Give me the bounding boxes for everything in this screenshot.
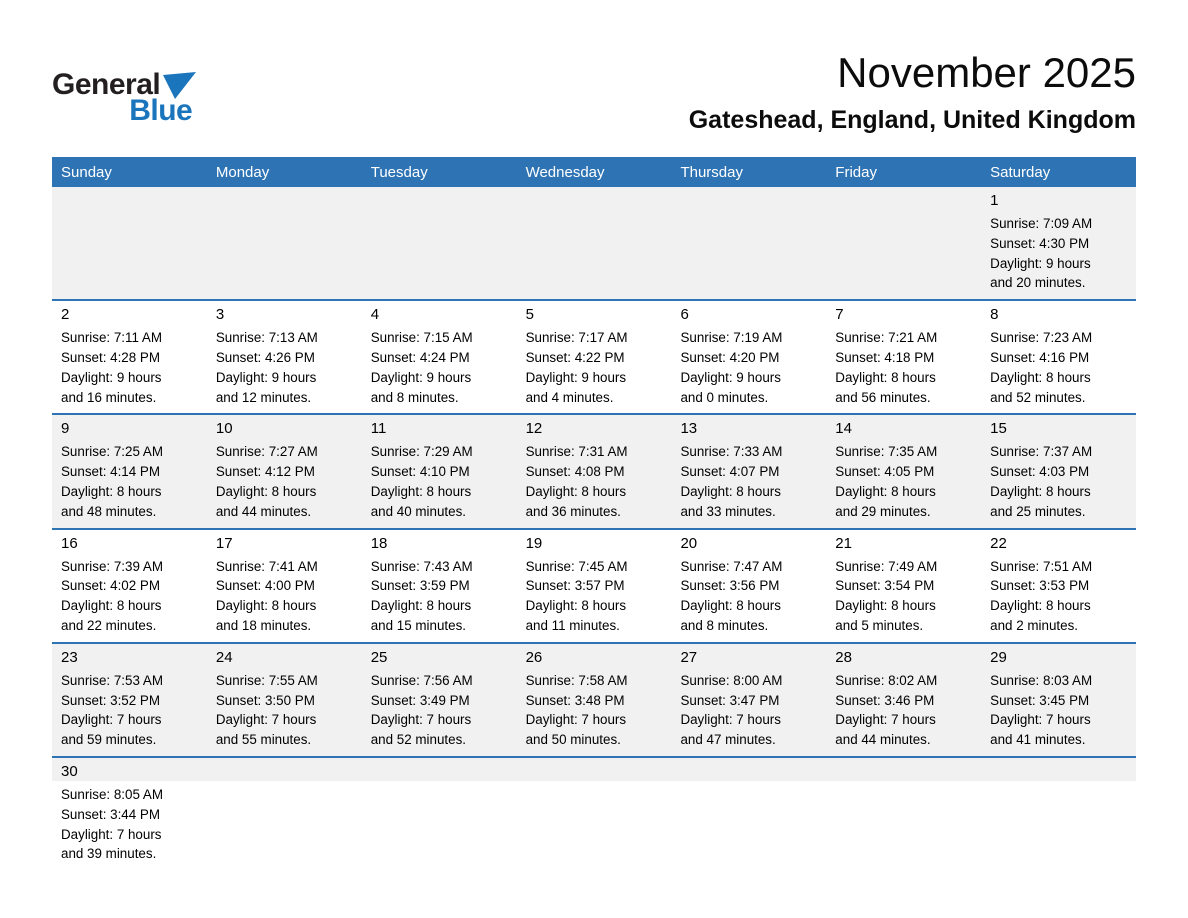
weekday-header-monday: Monday	[215, 163, 270, 181]
weekday-header-tuesday: Tuesday	[370, 163, 428, 181]
daylight-cont-text: and 50 minutes.	[525, 732, 621, 748]
empty-day-cell	[52, 187, 207, 299]
daylight-text: Daylight: 9 hours	[525, 369, 627, 385]
day-number: 19	[525, 534, 543, 552]
day-number: 11	[370, 420, 387, 438]
sunrise-text: Sunrise: 7:21 AM	[835, 330, 938, 346]
day-cell-17	[207, 530, 362, 642]
month-title: November 2025	[837, 49, 1136, 96]
day-cell-12	[517, 415, 672, 527]
day-cell-8	[981, 301, 1136, 413]
daylight-text: Daylight: 7 hours	[215, 712, 317, 728]
daylight-cont-text: and 59 minutes.	[61, 732, 157, 748]
weekday-header-saturday: Saturday	[990, 163, 1051, 181]
sunset-text: Sunset: 4:28 PM	[61, 349, 160, 365]
sunrise-text: Sunrise: 7:43 AM	[370, 558, 473, 574]
sunset-text: Sunset: 4:08 PM	[525, 464, 625, 480]
daylight-text: Daylight: 8 hours	[215, 483, 317, 499]
daylight-cont-text: and 8 minutes.	[680, 617, 769, 633]
day-cell-10	[207, 415, 362, 527]
sunset-text: Sunset: 4:30 PM	[990, 235, 1090, 251]
sunrise-text: Sunrise: 7:55 AM	[215, 672, 318, 688]
daylight-text: Daylight: 7 hours	[835, 712, 936, 728]
daylight-cont-text: and 44 minutes.	[835, 732, 931, 748]
daylight-text: Daylight: 8 hours	[990, 369, 1091, 385]
daylight-text: Daylight: 7 hours	[525, 712, 627, 728]
daylight-text: Daylight: 8 hours	[990, 598, 1091, 614]
daylight-cont-text: and 29 minutes.	[835, 503, 931, 519]
day-number: 30	[61, 762, 78, 780]
day-number: 2	[61, 306, 70, 324]
daylight-text: Daylight: 8 hours	[835, 483, 936, 499]
day-number: 13	[680, 420, 698, 438]
day-cell-6	[671, 301, 826, 413]
title-block	[688, 49, 1136, 135]
weekday-header-row	[52, 157, 1136, 187]
empty-day-cell	[826, 187, 981, 299]
day-cell-18	[362, 530, 517, 642]
daylight-cont-text: and 44 minutes.	[215, 503, 312, 519]
day-cell-13	[671, 415, 826, 527]
empty-day-cell	[826, 758, 981, 870]
sunrise-text: Sunrise: 7:37 AM	[990, 444, 1093, 460]
sunset-text: Sunset: 3:44 PM	[61, 806, 160, 822]
sunrise-text: Sunrise: 7:11 AM	[61, 330, 162, 346]
day-number: 20	[680, 534, 698, 552]
sunrise-text: Sunrise: 7:23 AM	[990, 330, 1093, 346]
day-number: 29	[990, 648, 1007, 666]
sunset-text: Sunset: 4:02 PM	[61, 578, 160, 594]
daylight-text: Daylight: 8 hours	[525, 483, 627, 499]
sunset-text: Sunset: 3:54 PM	[835, 578, 935, 594]
sunset-text: Sunset: 4:26 PM	[215, 349, 315, 365]
sunset-text: Sunset: 4:03 PM	[990, 464, 1090, 480]
sunrise-text: Sunrise: 7:49 AM	[835, 558, 938, 574]
sunset-text: Sunset: 4:18 PM	[835, 349, 935, 365]
sunset-text: Sunset: 4:07 PM	[680, 464, 780, 480]
weekday-header-wednesday: Wednesday	[525, 163, 605, 181]
daylight-cont-text: and 55 minutes.	[215, 732, 312, 748]
day-number: 8	[990, 306, 999, 324]
daylight-text: Daylight: 9 hours	[990, 255, 1091, 271]
day-cell-28	[826, 644, 981, 756]
daylight-cont-text: and 52 minutes.	[370, 732, 467, 748]
day-cell-9	[52, 415, 207, 527]
daylight-cont-text: and 8 minutes.	[370, 389, 459, 405]
daylight-cont-text: and 56 minutes.	[835, 389, 931, 405]
daylight-cont-text: and 18 minutes.	[215, 617, 312, 633]
day-cell-2	[52, 301, 207, 413]
day-cell-29	[981, 644, 1136, 756]
daylight-cont-text: and 0 minutes.	[680, 389, 769, 405]
sunrise-text: Sunrise: 7:25 AM	[61, 444, 163, 460]
empty-day-cell	[517, 758, 672, 870]
day-number: 26	[525, 648, 543, 666]
sunrise-text: Sunrise: 7:17 AM	[525, 330, 628, 346]
sunrise-text: Sunrise: 7:09 AM	[990, 216, 1093, 231]
sunrise-text: Sunrise: 7:45 AM	[525, 558, 628, 574]
day-cell-4	[362, 301, 517, 413]
sunrise-text: Sunrise: 7:56 AM	[370, 672, 473, 688]
daylight-cont-text: and 22 minutes.	[61, 617, 157, 633]
logo-text-general: General	[52, 68, 161, 101]
day-number: 9	[61, 420, 70, 438]
sunrise-text: Sunrise: 8:02 AM	[835, 672, 938, 688]
day-number: 25	[370, 648, 388, 666]
day-cell-1	[981, 187, 1136, 299]
daylight-text: Daylight: 7 hours	[680, 712, 781, 728]
daylight-text: Daylight: 8 hours	[680, 598, 781, 614]
daylight-text: Daylight: 8 hours	[680, 483, 781, 499]
day-number: 24	[215, 648, 233, 666]
day-number: 1	[990, 192, 999, 209]
sunset-text: Sunset: 3:46 PM	[835, 692, 935, 708]
daylight-cont-text: and 15 minutes.	[370, 617, 467, 633]
day-cell-24	[207, 644, 362, 756]
week-row-6	[52, 756, 1136, 870]
daylight-text: Daylight: 8 hours	[525, 598, 627, 614]
sunrise-text: Sunrise: 7:15 AM	[370, 330, 473, 346]
sunset-text: Sunset: 4:12 PM	[215, 464, 315, 480]
day-cell-30	[52, 758, 207, 870]
weekday-header-friday: Friday	[835, 163, 877, 181]
daylight-text: Daylight: 7 hours	[61, 712, 162, 728]
day-cell-27	[671, 644, 826, 756]
daylight-cont-text: and 12 minutes.	[215, 389, 312, 405]
sunset-text: Sunset: 3:57 PM	[525, 578, 625, 594]
sunrise-text: Sunrise: 7:31 AM	[525, 444, 628, 460]
empty-day-cell	[207, 758, 362, 870]
daylight-text: Daylight: 7 hours	[61, 826, 162, 842]
day-number: 18	[370, 534, 388, 552]
day-number: 28	[835, 648, 852, 666]
sunset-text: Sunset: 3:52 PM	[61, 692, 160, 708]
daylight-text: Daylight: 8 hours	[61, 483, 162, 499]
day-number: 14	[835, 420, 852, 438]
day-number: 27	[680, 648, 698, 666]
daylight-cont-text: and 39 minutes.	[61, 846, 157, 862]
day-number: 15	[990, 420, 1007, 438]
day-number: 10	[215, 420, 233, 438]
day-number: 16	[61, 534, 78, 552]
day-cell-19	[517, 530, 672, 642]
daylight-cont-text: and 40 minutes.	[370, 503, 467, 519]
calendar-table	[52, 157, 1136, 870]
daylight-cont-text: and 4 minutes.	[525, 389, 614, 405]
sunset-text: Sunset: 3:56 PM	[680, 578, 780, 594]
daylight-cont-text: and 5 minutes.	[835, 617, 924, 633]
sunrise-text: Sunrise: 8:03 AM	[990, 672, 1093, 688]
sunset-text: Sunset: 3:50 PM	[215, 692, 315, 708]
daylight-text: Daylight: 8 hours	[370, 598, 472, 614]
sunrise-text: Sunrise: 7:41 AM	[215, 558, 318, 574]
daylight-cont-text: and 52 minutes.	[990, 389, 1086, 405]
empty-day-cell	[671, 187, 826, 299]
day-number: 6	[680, 306, 689, 324]
sunset-text: Sunset: 3:45 PM	[990, 692, 1090, 708]
day-cell-22	[981, 530, 1136, 642]
daylight-cont-text: and 20 minutes.	[990, 275, 1086, 291]
sunrise-text: Sunrise: 7:27 AM	[215, 444, 318, 460]
day-number: 17	[215, 534, 233, 552]
day-cell-5	[517, 301, 672, 413]
daylight-text: Daylight: 8 hours	[215, 598, 317, 614]
empty-day-cell	[981, 758, 1136, 870]
sunset-text: Sunset: 3:53 PM	[990, 578, 1090, 594]
day-number: 22	[990, 534, 1007, 552]
logo-text-blue: Blue	[129, 94, 193, 127]
weekday-header-thursday: Thursday	[680, 163, 743, 181]
sunset-text: Sunset: 4:16 PM	[990, 349, 1090, 365]
day-cell-26	[517, 644, 672, 756]
sunset-text: Sunset: 4:14 PM	[61, 464, 160, 480]
daylight-cont-text: and 11 minutes.	[525, 617, 620, 633]
sunset-text: Sunset: 4:00 PM	[215, 578, 315, 594]
day-number: 4	[370, 306, 380, 324]
day-cell-14	[826, 415, 981, 527]
general-blue-logo	[52, 70, 196, 126]
day-number: 7	[835, 306, 844, 324]
daylight-cont-text: and 16 minutes.	[61, 389, 157, 405]
week-row-5	[52, 642, 1136, 756]
day-cell-16	[52, 530, 207, 642]
daylight-text: Daylight: 8 hours	[370, 483, 472, 499]
sunset-text: Sunset: 4:22 PM	[525, 349, 625, 365]
empty-day-cell	[517, 187, 672, 299]
week-row-1	[52, 187, 1136, 299]
day-cell-15	[981, 415, 1136, 527]
day-cell-7	[826, 301, 981, 413]
daylight-text: Daylight: 9 hours	[370, 369, 472, 385]
day-cell-20	[671, 530, 826, 642]
sunset-text: Sunset: 3:47 PM	[680, 692, 780, 708]
week-row-2	[52, 299, 1136, 413]
sunset-text: Sunset: 4:10 PM	[370, 464, 470, 480]
day-cell-11	[362, 415, 517, 527]
day-cell-21	[826, 530, 981, 642]
day-cell-3	[207, 301, 362, 413]
daylight-text: Daylight: 9 hours	[680, 369, 781, 385]
empty-day-cell	[207, 187, 362, 299]
sunrise-text: Sunrise: 7:13 AM	[215, 330, 318, 346]
daylight-cont-text: and 48 minutes.	[61, 503, 157, 519]
sunset-text: Sunset: 3:48 PM	[525, 692, 625, 708]
daylight-text: Daylight: 8 hours	[61, 598, 162, 614]
empty-day-cell	[362, 187, 517, 299]
daylight-text: Daylight: 7 hours	[370, 712, 472, 728]
daylight-cont-text: and 33 minutes.	[680, 503, 776, 519]
sunrise-text: Sunrise: 8:05 AM	[61, 786, 163, 802]
day-number: 12	[525, 420, 543, 438]
daylight-cont-text: and 2 minutes.	[990, 617, 1078, 633]
daylight-text: Daylight: 8 hours	[990, 483, 1091, 499]
daylight-text: Daylight: 8 hours	[835, 598, 936, 614]
daylight-text: Daylight: 9 hours	[61, 369, 162, 385]
daylight-text: Daylight: 8 hours	[835, 369, 936, 385]
sunrise-text: Sunrise: 7:35 AM	[835, 444, 938, 460]
daylight-cont-text: and 41 minutes.	[990, 732, 1086, 748]
day-number: 3	[215, 306, 225, 324]
page-header	[52, 0, 1136, 135]
empty-day-cell	[362, 758, 517, 870]
week-row-4	[52, 528, 1136, 642]
sunrise-text: Sunrise: 7:51 AM	[990, 558, 1093, 574]
sunset-text: Sunset: 3:59 PM	[370, 578, 470, 594]
daylight-cont-text: and 36 minutes.	[525, 503, 621, 519]
day-cell-25	[362, 644, 517, 756]
sunrise-text: Sunrise: 7:19 AM	[680, 330, 783, 346]
daylight-cont-text: and 47 minutes.	[680, 732, 776, 748]
sunset-text: Sunset: 4:20 PM	[680, 349, 780, 365]
empty-day-cell	[671, 758, 826, 870]
sunrise-text: Sunrise: 7:53 AM	[61, 672, 163, 688]
day-number: 23	[61, 648, 78, 666]
weeks-container	[52, 187, 1136, 870]
sunset-text: Sunset: 4:05 PM	[835, 464, 935, 480]
sunrise-text: Sunrise: 7:33 AM	[680, 444, 783, 460]
sunset-text: Sunset: 4:24 PM	[370, 349, 470, 365]
sunset-text: Sunset: 3:49 PM	[370, 692, 470, 708]
location-subtitle: Gateshead, England, United Kingdom	[688, 106, 1136, 134]
sunrise-text: Sunrise: 7:58 AM	[525, 672, 628, 688]
day-number: 5	[525, 306, 534, 324]
daylight-cont-text: and 25 minutes.	[990, 503, 1086, 519]
sunrise-text: Sunrise: 7:47 AM	[680, 558, 783, 574]
sunrise-text: Sunrise: 7:29 AM	[370, 444, 473, 460]
day-cell-23	[52, 644, 207, 756]
day-number: 21	[835, 534, 852, 552]
daylight-text: Daylight: 9 hours	[215, 369, 317, 385]
daylight-text: Daylight: 7 hours	[990, 712, 1091, 728]
sunrise-text: Sunrise: 8:00 AM	[680, 672, 783, 688]
weekday-header-sunday: Sunday	[61, 163, 112, 181]
week-row-3	[52, 413, 1136, 527]
sunrise-text: Sunrise: 7:39 AM	[61, 558, 163, 574]
